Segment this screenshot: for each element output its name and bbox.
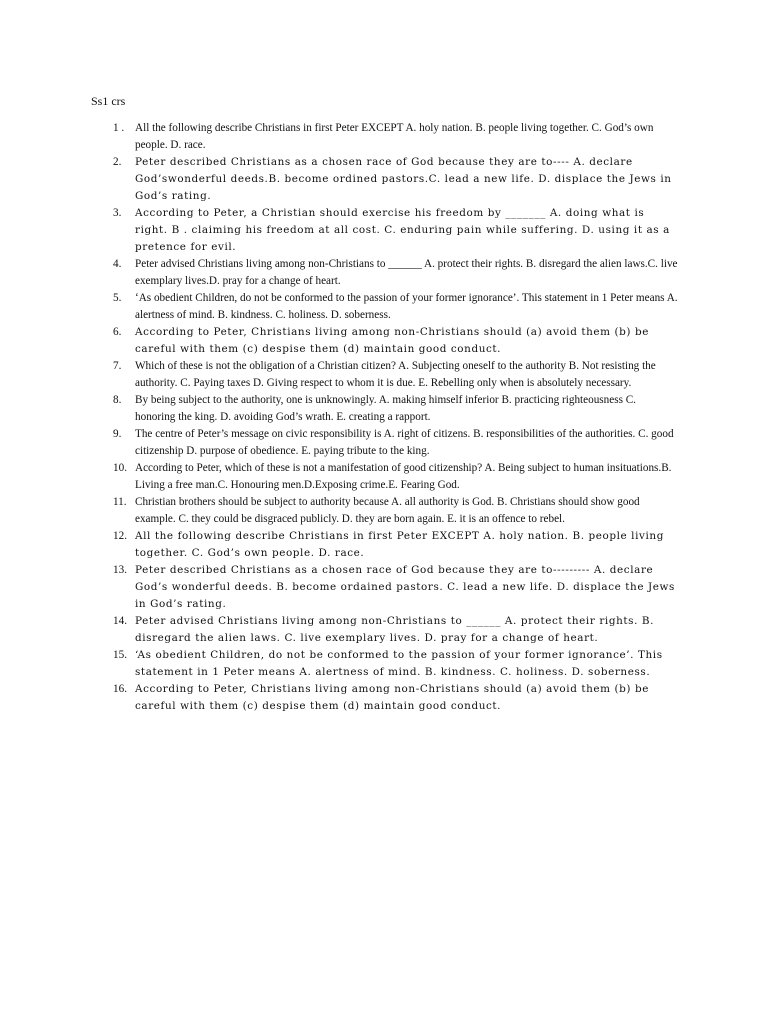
question-number: 3. <box>113 207 122 219</box>
question-number: 8. <box>113 394 122 406</box>
question-number: 12. <box>113 530 127 542</box>
question-number: 2. <box>113 156 122 168</box>
question-item <box>0 528 679 562</box>
question-text: According to Peter, a Christian should exercise his freedom by _______ A. doing what is right. B . claiming his freedom at all cost. C. enduring pain while suffering. D. using it as a pretence for evil. <box>135 207 670 253</box>
question-text: According to Peter, which of these is not a manifestation of good citizenship? A. Being subject to human insituations.B. Living a free man.C. Honouring men.D.Exposing crime.E. Fearing God. <box>135 462 672 491</box>
question-text: Peter advised Christians living among non-Christians to ______ A. protect their rights. B. disregard the alien laws. C. live exemplary lives. D. pray for a change of heart. <box>135 615 655 644</box>
question-item <box>0 681 679 715</box>
question-number: 7. <box>113 360 122 372</box>
question-item <box>0 120 679 154</box>
question-item <box>0 256 679 290</box>
question-text: According to Peter, Christians living among non-Christians should (a) avoid them (b) be careful with them (c) despise them (d) maintain good conduct. <box>135 683 649 712</box>
question-item <box>0 647 679 681</box>
question-item <box>0 494 679 528</box>
question-item <box>0 613 679 647</box>
question-text: All the following describe Christians in first Peter EXCEPT A. holy nation. B. people living together. C. God’s own people. D. race. <box>135 122 654 151</box>
question-item <box>0 562 679 613</box>
question-number: 5. <box>113 292 122 304</box>
question-item <box>0 460 679 494</box>
question-text: ‘As obedient Children, do not be conformed to the passion of your former ignorance’. This statement in 1 Peter means A. alertness of mind. B. kindness. C. holiness. D. soberness. <box>135 649 663 678</box>
question-text: Which of these is not the obligation of a Christian citizen? A. Subjecting oneself to the authority B. Not resisting the authority. C. Paying taxes D. Giving respect to whom it is due. E. Rebelling only when is absolutely necessary. <box>135 360 656 389</box>
question-item <box>0 392 679 426</box>
question-text: According to Peter, Christians living among non-Christians should (a) avoid them (b) be careful with them (c) despise them (d) maintain good conduct. <box>135 326 649 355</box>
question-number: 11. <box>113 496 127 508</box>
document-heading: Ss1 crs <box>91 94 126 108</box>
question-number: 9. <box>113 428 122 440</box>
question-text: The centre of Peter’s message on civic responsibility is A. right of citizens. B. responsibilities of the authorities. C. good citizenship D. purpose of obedience. E. paying tribute to the king. <box>135 428 674 457</box>
question-list <box>0 120 768 715</box>
question-item <box>0 426 679 460</box>
question-number: 10. <box>113 462 127 474</box>
question-number: 6. <box>113 326 122 338</box>
question-text: Peter advised Christians living among non-Christians to ______ A. protect their rights. B. disregard the alien laws.C. live exemplary lives.D. pray for a change of heart. <box>135 258 678 287</box>
question-item <box>0 290 679 324</box>
question-text: Christian brothers should be subject to authority because A. all authority is God. B. Christians should show good example. C. they could be disgraced publicly. D. they are born again. E. it is an offence to rebel. <box>135 496 640 525</box>
question-number: 4. <box>113 258 122 270</box>
question-item <box>0 324 679 358</box>
question-item <box>0 154 679 205</box>
question-text: ‘As obedient Children, do not be conformed to the passion of your former ignorance’. This statement in 1 Peter means A. alertness of mind. B. kindness. C. holiness. D. soberness. <box>135 292 678 321</box>
question-item <box>0 358 679 392</box>
question-text: Peter described Christians as a chosen race of God because they are to---- A. declare God’swonderful deeds.B. become ordined pastors.C. lead a new life. D. displace the Jews in God’s rating. <box>135 156 672 202</box>
question-item <box>0 205 679 256</box>
question-number: 16. <box>113 683 127 695</box>
question-number: 15. <box>113 649 127 661</box>
question-text: All the following describe Christians in first Peter EXCEPT A. holy nation. B. people living together. C. God’s own people. D. race. <box>135 530 664 559</box>
question-number: 1 . <box>113 122 125 134</box>
question-number: 14. <box>113 615 127 627</box>
question-text: Peter described Christians as a chosen race of God because they are to--------- A. declare God’s wonderful deeds. B. become ordained pastors. C. lead a new life. D. displace the Jews in God’s rating. <box>135 564 675 610</box>
question-number: 13. <box>113 564 127 576</box>
question-text: By being subject to the authority, one is unknowingly. A. making himself inferior B. practicing righteousness C. honoring the king. D. avoiding God’s wrath. E. creating a rapport. <box>135 394 636 423</box>
